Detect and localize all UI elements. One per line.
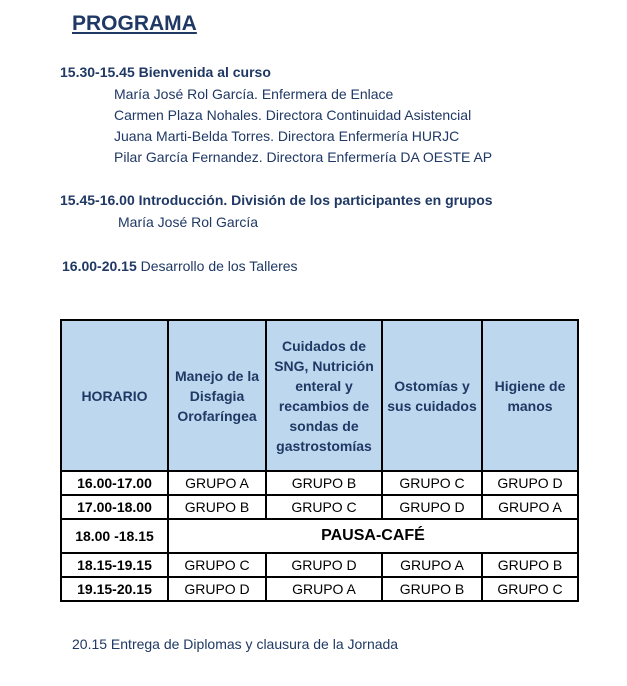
speaker-line: Pilar García Fernandez. Directora Enfermería DA OESTE AP: [114, 149, 493, 165]
row-time: 18.00 -18.15: [61, 519, 168, 553]
table-row: [61, 553, 578, 577]
session-time: 15.45-16.00: [60, 192, 135, 208]
session-label: Bienvenida al curso: [138, 64, 271, 80]
row-time: 19.15-20.15: [61, 577, 168, 601]
group-cell: GRUPO A: [482, 495, 578, 519]
row-time: 18.15-19.15: [61, 553, 168, 577]
group-cell: GRUPO A: [266, 577, 382, 601]
group-cell: GRUPO C: [266, 495, 382, 519]
speaker-line: María José Rol García: [118, 214, 259, 230]
pause-row: [61, 519, 578, 553]
session-label: Desarrollo de los Talleres: [140, 258, 298, 274]
speaker-line: Carmen Plaza Nohales. Directora Continuidad Asistencial: [114, 107, 472, 123]
closing-line: 20.15 Entrega de Diplomas y clausura de la Jornada: [72, 636, 399, 652]
session-label: Introducción. División de los participantes en grupos: [138, 192, 493, 208]
row-time: 17.00-18.00: [61, 495, 168, 519]
group-cell: GRUPO B: [382, 577, 482, 601]
group-cell: GRUPO D: [168, 577, 266, 601]
speaker-line: Juana Marti-Belda Torres. Directora Enfermería HURJC: [114, 128, 460, 144]
group-cell: GRUPO A: [168, 471, 266, 495]
group-cell: GRUPO D: [266, 553, 382, 577]
group-cell: GRUPO C: [382, 471, 482, 495]
pause-label: PAUSA-CAFÉ: [168, 519, 578, 553]
session-3-heading: [62, 258, 298, 274]
table-header-row: [61, 320, 578, 471]
workshop-schedule-table: [60, 319, 579, 602]
session-1-heading: [60, 64, 271, 80]
session-time: 16.00-20.15: [62, 258, 137, 274]
session-2-heading: [60, 192, 493, 208]
page-title: PROGRAMA: [72, 12, 197, 35]
group-cell: GRUPO B: [168, 495, 266, 519]
group-cell: GRUPO A: [382, 553, 482, 577]
group-cell: GRUPO D: [482, 471, 578, 495]
row-time: 16.00-17.00: [61, 471, 168, 495]
column-header-sng: Cuidados de SNG, Nutrición enteral y recambios de sondas de gastrostomías: [266, 320, 382, 471]
column-header-disfagia: Manejo de la Disfagia Orofaríngea: [168, 320, 266, 471]
speaker-line: María José Rol García. Enfermera de Enlace: [114, 86, 394, 102]
group-cell: GRUPO D: [382, 495, 482, 519]
group-cell: GRUPO C: [168, 553, 266, 577]
group-cell: GRUPO B: [482, 553, 578, 577]
group-cell: GRUPO C: [482, 577, 578, 601]
group-cell: GRUPO B: [266, 471, 382, 495]
session-time: 15.30-15.45: [60, 64, 135, 80]
table-row: [61, 577, 578, 601]
column-header-horario: HORARIO: [61, 320, 168, 471]
table-row: [61, 471, 578, 495]
table-row: [61, 495, 578, 519]
column-header-higiene: Higiene de manos: [482, 320, 578, 471]
column-header-ostomias: Ostomías y sus cuidados: [382, 320, 482, 471]
